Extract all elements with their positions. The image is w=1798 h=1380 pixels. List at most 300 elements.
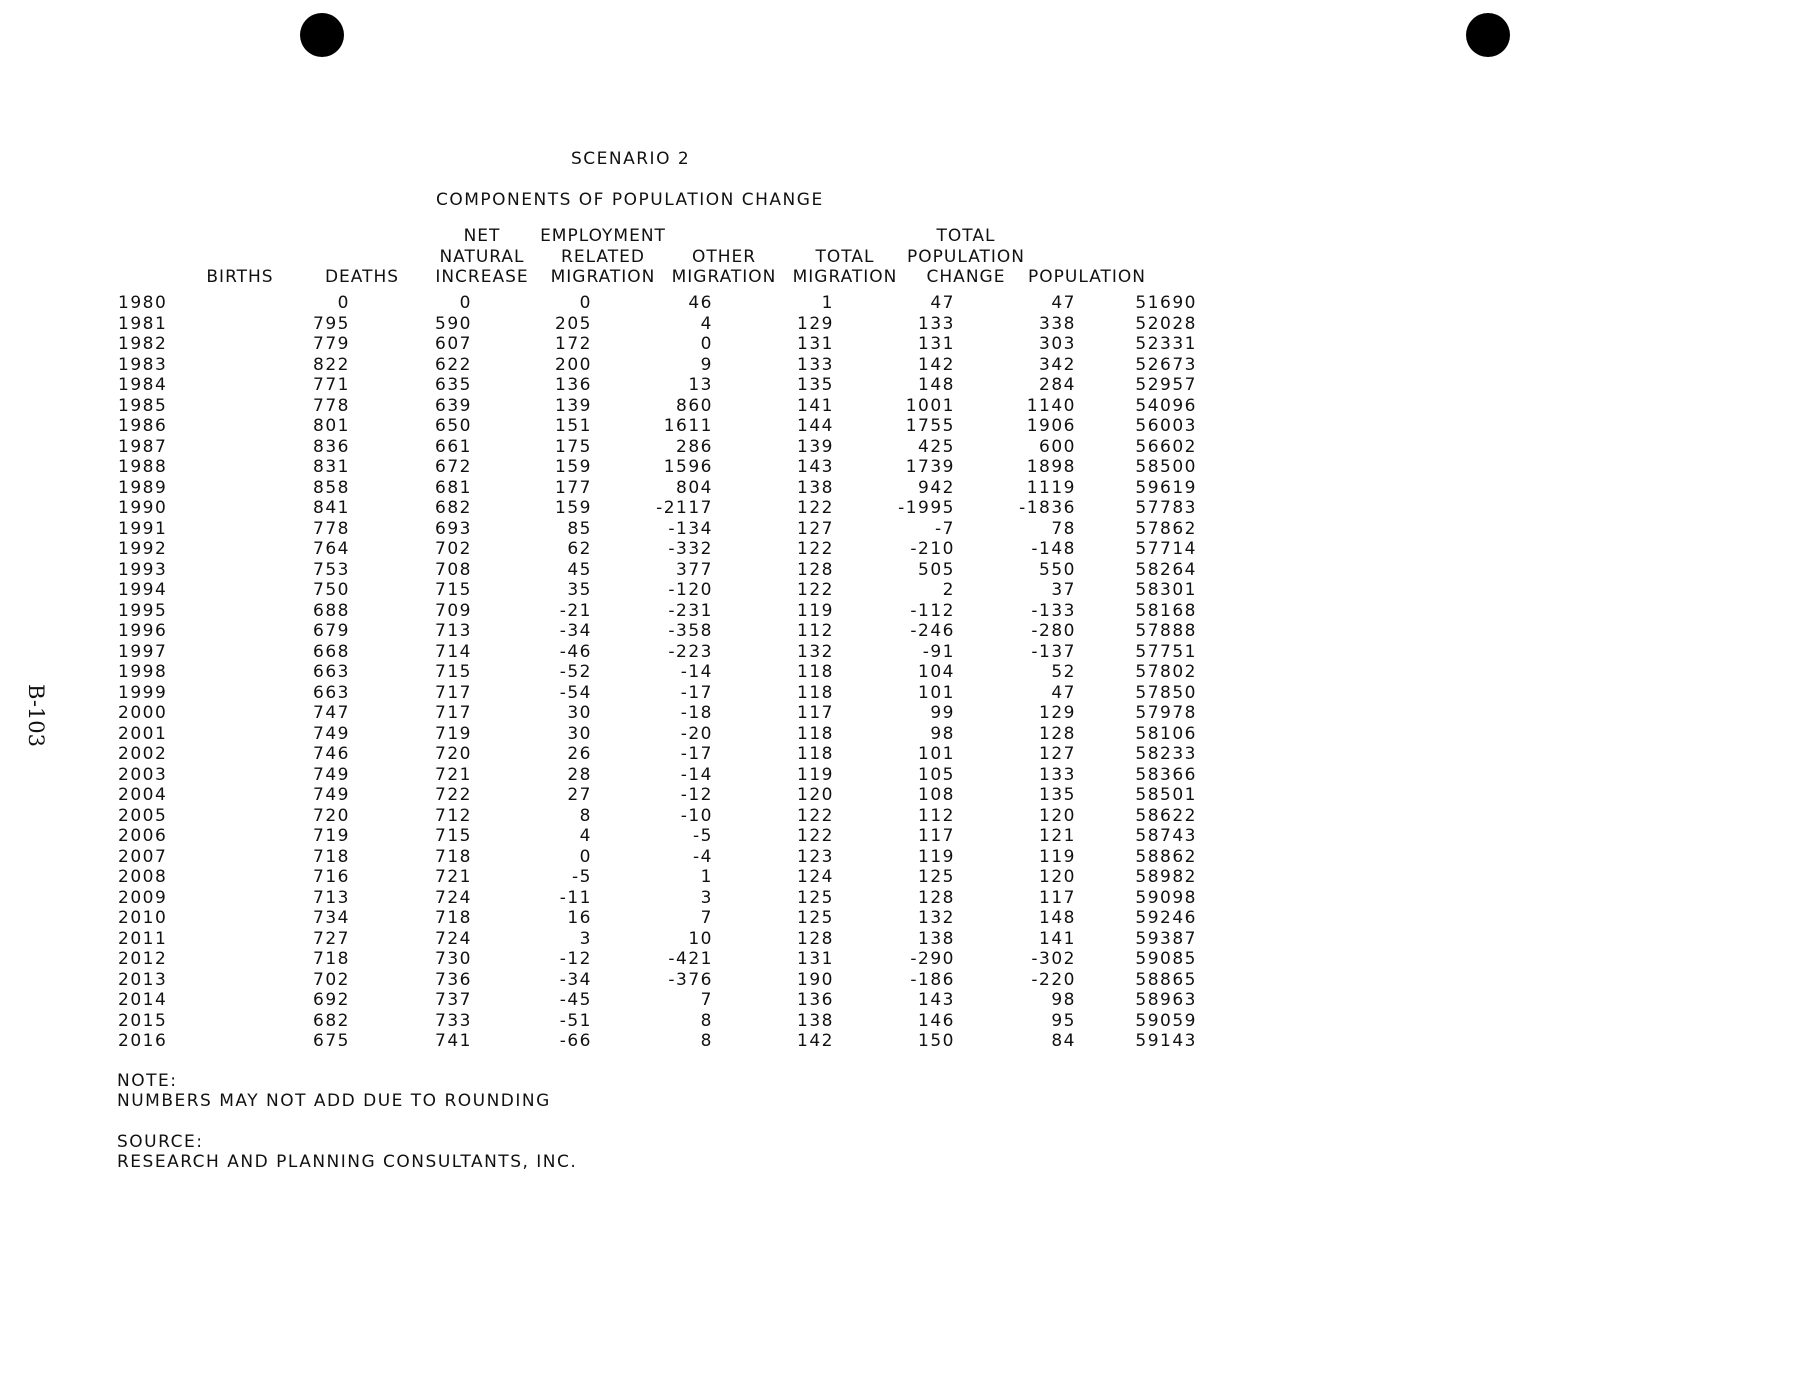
table-cell: -34 <box>559 969 592 990</box>
table-cell: 133 <box>1039 764 1076 785</box>
column-header: OTHER <box>691 246 757 267</box>
table-cell: 57783 <box>1135 498 1197 519</box>
table-cell: -421 <box>668 949 713 970</box>
table-cell: 737 <box>435 990 472 1011</box>
table-cell: 672 <box>435 457 472 478</box>
table-cell: 62 <box>567 539 592 560</box>
column-header: CHANGE <box>926 267 1006 287</box>
table-cell: 0 <box>579 293 592 314</box>
year-cell: 2009 <box>118 887 168 908</box>
table-cell: 45 <box>567 559 592 580</box>
table-cell: 128 <box>918 887 955 908</box>
table-cell: 713 <box>313 887 350 908</box>
year-cell: 1986 <box>118 416 168 437</box>
table-row <box>110 826 1197 847</box>
table-row <box>110 478 1197 499</box>
table-cell: 133 <box>918 313 955 334</box>
table-cell: 118 <box>797 662 834 683</box>
table-cell: 122 <box>797 580 834 601</box>
note-label: NOTE: <box>117 1071 178 1091</box>
table-cell: 108 <box>918 785 955 806</box>
table-cell: -133 <box>1031 600 1076 621</box>
column-header: MIGRATION <box>671 267 777 287</box>
table-cell: 119 <box>797 764 834 785</box>
year-cell: 1998 <box>118 662 168 683</box>
table-cell: 128 <box>1039 723 1076 744</box>
year-cell: 2006 <box>118 826 168 847</box>
table-cell: 4 <box>579 826 592 847</box>
table-cell: 635 <box>435 375 472 396</box>
year-cell: 1992 <box>118 539 168 560</box>
year-cell: 2010 <box>118 908 168 929</box>
table-cell: 858 <box>313 477 350 498</box>
table-cell: 58106 <box>1135 723 1197 744</box>
table-cell: 778 <box>313 518 350 539</box>
table-cell: -52 <box>559 662 592 683</box>
table-cell: -246 <box>910 621 955 642</box>
year-cell: 2007 <box>118 846 168 867</box>
table-row <box>110 662 1197 683</box>
table-cell: 8 <box>700 1031 713 1052</box>
column-header: RELATED <box>561 246 645 267</box>
table-cell: 139 <box>555 395 592 416</box>
table-row <box>110 765 1197 786</box>
table-cell: 131 <box>918 334 955 355</box>
table-cell: 718 <box>435 846 472 867</box>
table-cell: 28 <box>567 764 592 785</box>
table-cell: -137 <box>1031 641 1076 662</box>
table-cell: 1611 <box>663 416 713 437</box>
table-cell: 727 <box>313 928 350 949</box>
table-cell: 151 <box>555 416 592 437</box>
table-cell: 719 <box>435 723 472 744</box>
table-cell: 3 <box>579 928 592 949</box>
table-cell: -5 <box>572 867 592 888</box>
table-cell: 4 <box>700 313 713 334</box>
table-cell: 131 <box>797 334 834 355</box>
table-cell: 101 <box>918 682 955 703</box>
table-cell: 693 <box>435 518 472 539</box>
table-cell: 37 <box>1051 580 1076 601</box>
table-cell: 52 <box>1051 662 1076 683</box>
table-cell: 117 <box>797 703 834 724</box>
table-cell: 123 <box>797 846 834 867</box>
table-cell: 425 <box>918 436 955 457</box>
column-header: NATURAL <box>439 246 525 267</box>
table-cell: 141 <box>797 395 834 416</box>
table-cell: 600 <box>1039 436 1076 457</box>
table-cell: -17 <box>680 682 713 703</box>
table-cell: 795 <box>313 313 350 334</box>
table-cell: 663 <box>313 682 350 703</box>
table-cell: 30 <box>567 723 592 744</box>
binder-hole-left <box>300 13 344 57</box>
table-cell: 117 <box>918 826 955 847</box>
table-cell: 712 <box>435 805 472 826</box>
table-cell: 778 <box>313 395 350 416</box>
table-row <box>110 847 1197 868</box>
table-cell: 101 <box>918 744 955 765</box>
table-cell: 720 <box>435 744 472 765</box>
table-cell: 1119 <box>1026 477 1076 498</box>
table-cell: 3 <box>700 887 713 908</box>
table-cell: 1001 <box>905 395 955 416</box>
table-cell: 30 <box>567 703 592 724</box>
table-cell: 27 <box>567 785 592 806</box>
table-cell: -46 <box>559 641 592 662</box>
table-row <box>110 990 1197 1011</box>
table-cell: -120 <box>668 580 713 601</box>
table-cell: -290 <box>910 949 955 970</box>
table-cell: 10 <box>688 928 713 949</box>
column-header: TOTAL <box>815 246 875 267</box>
table-cell: 159 <box>555 457 592 478</box>
table-cell: 85 <box>567 518 592 539</box>
table-cell: 804 <box>676 477 713 498</box>
year-cell: 1983 <box>118 354 168 375</box>
table-row <box>110 457 1197 478</box>
source-text: RESEARCH AND PLANNING CONSULTANTS, INC. <box>117 1152 578 1172</box>
table-cell: 57751 <box>1135 641 1197 662</box>
table-cell: 56003 <box>1135 416 1197 437</box>
table-cell: -1995 <box>898 498 955 519</box>
table-cell: 127 <box>1039 744 1076 765</box>
table-cell: 284 <box>1039 375 1076 396</box>
table-cell: 47 <box>1051 682 1076 703</box>
table-cell: 52673 <box>1135 354 1197 375</box>
table-row <box>110 867 1197 888</box>
table-cell: 95 <box>1051 1010 1076 1031</box>
table-cell: 841 <box>313 498 350 519</box>
table-cell: 52957 <box>1135 375 1197 396</box>
table-cell: -17 <box>680 744 713 765</box>
year-cell: 1988 <box>118 457 168 478</box>
year-cell: 2013 <box>118 969 168 990</box>
table-cell: 342 <box>1039 354 1076 375</box>
table-cell: -280 <box>1031 621 1076 642</box>
table-cell: 550 <box>1039 559 1076 580</box>
year-cell: 1995 <box>118 600 168 621</box>
table-cell: 721 <box>435 764 472 785</box>
table-cell: -148 <box>1031 539 1076 560</box>
table-cell: 139 <box>797 436 834 457</box>
table-cell: 128 <box>797 928 834 949</box>
year-cell: 1991 <box>118 518 168 539</box>
year-cell: 1993 <box>118 559 168 580</box>
table-cell: 172 <box>555 334 592 355</box>
table-row <box>110 539 1197 560</box>
table-cell: 749 <box>313 764 350 785</box>
table-cell: 749 <box>313 723 350 744</box>
table-cell: 715 <box>435 826 472 847</box>
table-cell: 57862 <box>1135 518 1197 539</box>
table-cell: 1596 <box>663 457 713 478</box>
table-cell: 750 <box>313 580 350 601</box>
table-row <box>110 437 1197 458</box>
table-cell: 675 <box>313 1031 350 1052</box>
table-cell: 57714 <box>1135 539 1197 560</box>
table-cell: -2117 <box>656 498 713 519</box>
table-cell: 51690 <box>1135 293 1197 314</box>
table-cell: 46 <box>688 293 713 314</box>
table-cell: 104 <box>918 662 955 683</box>
table-cell: 720 <box>313 805 350 826</box>
table-cell: 716 <box>313 867 350 888</box>
table-cell: 121 <box>1039 826 1076 847</box>
table-cell: 136 <box>797 990 834 1011</box>
table-cell: 860 <box>676 395 713 416</box>
column-header: INCREASE <box>435 267 529 287</box>
table-cell: 58264 <box>1135 559 1197 580</box>
table-cell: 138 <box>797 1010 834 1031</box>
table-cell: 58865 <box>1135 969 1197 990</box>
table-cell: 177 <box>555 477 592 498</box>
year-cell: 2000 <box>118 703 168 724</box>
table-cell: -4 <box>693 846 713 867</box>
table-cell: 741 <box>435 1031 472 1052</box>
table-cell: 771 <box>313 375 350 396</box>
table-cell: 138 <box>918 928 955 949</box>
table-cell: 129 <box>1039 703 1076 724</box>
table-cell: 724 <box>435 928 472 949</box>
table-cell: 13 <box>688 375 713 396</box>
table-cell: 303 <box>1039 334 1076 355</box>
table-cell: 764 <box>313 539 350 560</box>
table-cell: 639 <box>435 395 472 416</box>
table-cell: 749 <box>313 785 350 806</box>
table-cell: 118 <box>797 682 834 703</box>
year-cell: 1980 <box>118 293 168 314</box>
year-cell: 2015 <box>118 1010 168 1031</box>
table-cell: -91 <box>922 641 955 662</box>
table-cell: 0 <box>579 846 592 867</box>
table-cell: 142 <box>918 354 955 375</box>
table-cell: 715 <box>435 580 472 601</box>
table-cell: 78 <box>1051 518 1076 539</box>
column-header: POPULATION <box>1028 267 1146 287</box>
table-cell: 377 <box>676 559 713 580</box>
year-cell: 1981 <box>118 313 168 334</box>
table-cell: 746 <box>313 744 350 765</box>
table-cell: -11 <box>559 887 592 908</box>
table-row <box>110 416 1197 437</box>
table-cell: 58622 <box>1135 805 1197 826</box>
table-cell: 120 <box>1039 805 1076 826</box>
table-cell: 52028 <box>1135 313 1197 334</box>
table-cell: 708 <box>435 559 472 580</box>
table-cell: 801 <box>313 416 350 437</box>
table-cell: 59098 <box>1135 887 1197 908</box>
table-cell: 58862 <box>1135 846 1197 867</box>
table-row <box>110 1031 1197 1052</box>
population-table <box>110 293 1197 1052</box>
table-cell: 714 <box>435 641 472 662</box>
year-cell: 2003 <box>118 764 168 785</box>
table-cell: -210 <box>910 539 955 560</box>
table-row <box>110 498 1197 519</box>
table-cell: 47 <box>930 293 955 314</box>
table-cell: 59085 <box>1135 949 1197 970</box>
year-cell: 1996 <box>118 621 168 642</box>
column-header: MIGRATION <box>792 267 898 287</box>
table-cell: 133 <box>797 354 834 375</box>
table-cell: -66 <box>559 1031 592 1052</box>
table-cell: 144 <box>797 416 834 437</box>
table-cell: 286 <box>676 436 713 457</box>
year-cell: 2011 <box>118 928 168 949</box>
table-row <box>110 560 1197 581</box>
table-cell: 1906 <box>1026 416 1076 437</box>
column-header: DEATHS <box>324 267 400 287</box>
table-cell: 131 <box>797 949 834 970</box>
table-cell: 836 <box>313 436 350 457</box>
table-cell: 709 <box>435 600 472 621</box>
table-cell: 119 <box>797 600 834 621</box>
table-cell: -12 <box>680 785 713 806</box>
table-cell: 58500 <box>1135 457 1197 478</box>
table-cell: 57888 <box>1135 621 1197 642</box>
table-cell: -5 <box>693 826 713 847</box>
year-cell: 2014 <box>118 990 168 1011</box>
table-cell: 650 <box>435 416 472 437</box>
table-cell: 1739 <box>905 457 955 478</box>
table-cell: 688 <box>313 600 350 621</box>
table-cell: 7 <box>700 908 713 929</box>
table-cell: 682 <box>313 1010 350 1031</box>
table-cell: 58501 <box>1135 785 1197 806</box>
table-cell: 0 <box>337 293 350 314</box>
table-cell: 117 <box>1039 887 1076 908</box>
table-cell: 58963 <box>1135 990 1197 1011</box>
table-cell: 129 <box>797 313 834 334</box>
table-row <box>110 375 1197 396</box>
table-row <box>110 929 1197 950</box>
table-row <box>110 642 1197 663</box>
table-cell: 505 <box>918 559 955 580</box>
table-row <box>110 334 1197 355</box>
table-cell: -12 <box>559 949 592 970</box>
column-header: MIGRATION <box>550 267 656 287</box>
table-cell: -186 <box>910 969 955 990</box>
table-cell: 138 <box>797 477 834 498</box>
table-cell: -51 <box>559 1010 592 1031</box>
table-row <box>110 621 1197 642</box>
table-cell: 779 <box>313 334 350 355</box>
table-cell: -21 <box>559 600 592 621</box>
year-cell: 2002 <box>118 744 168 765</box>
table-cell: 747 <box>313 703 350 724</box>
table-cell: 713 <box>435 621 472 642</box>
table-cell: 175 <box>555 436 592 457</box>
column-header: EMPLOYMENT <box>540 226 666 246</box>
year-cell: 2004 <box>118 785 168 806</box>
table-cell: 59246 <box>1135 908 1197 929</box>
table-row <box>110 519 1197 540</box>
table-cell: 753 <box>313 559 350 580</box>
table-row <box>110 724 1197 745</box>
table-cell: -134 <box>668 518 713 539</box>
table-row <box>110 806 1197 827</box>
table-cell: 84 <box>1051 1031 1076 1052</box>
table-row <box>110 785 1197 806</box>
table-cell: 122 <box>797 805 834 826</box>
table-cell: 57850 <box>1135 682 1197 703</box>
table-row <box>110 949 1197 970</box>
table-cell: -14 <box>680 764 713 785</box>
table-cell: -45 <box>559 990 592 1011</box>
table-cell: 58168 <box>1135 600 1197 621</box>
table-cell: 721 <box>435 867 472 888</box>
note-text: NUMBERS MAY NOT ADD DUE TO ROUNDING <box>117 1091 551 1111</box>
table-cell: 8 <box>579 805 592 826</box>
table-cell: 0 <box>700 334 713 355</box>
table-row <box>110 601 1197 622</box>
table-cell: 135 <box>1039 785 1076 806</box>
table-cell: 200 <box>555 354 592 375</box>
table-cell: 607 <box>435 334 472 355</box>
table-cell: -358 <box>668 621 713 642</box>
table-cell: -10 <box>680 805 713 826</box>
table-cell: 125 <box>918 867 955 888</box>
page-title: SCENARIO 2 <box>571 149 691 169</box>
table-cell: 663 <box>313 662 350 683</box>
table-cell: 132 <box>797 641 834 662</box>
table-row <box>110 970 1197 991</box>
table-cell: 692 <box>313 990 350 1011</box>
table-cell: 58982 <box>1135 867 1197 888</box>
table-cell: 724 <box>435 887 472 908</box>
table-cell: 143 <box>918 990 955 1011</box>
table-cell: 146 <box>918 1010 955 1031</box>
table-cell: 98 <box>930 723 955 744</box>
table-cell: 128 <box>797 559 834 580</box>
table-cell: 57978 <box>1135 703 1197 724</box>
table-cell: 9 <box>700 354 713 375</box>
table-cell: -112 <box>910 600 955 621</box>
table-cell: 132 <box>918 908 955 929</box>
year-cell: 2012 <box>118 949 168 970</box>
table-cell: 338 <box>1039 313 1076 334</box>
table-row <box>110 1011 1197 1032</box>
table-cell: 8 <box>700 1010 713 1031</box>
table-cell: 143 <box>797 457 834 478</box>
table-cell: 722 <box>435 785 472 806</box>
table-cell: 112 <box>918 805 955 826</box>
year-cell: 1990 <box>118 498 168 519</box>
year-cell: 2001 <box>118 723 168 744</box>
table-cell: 7 <box>700 990 713 1011</box>
table-cell: 57802 <box>1135 662 1197 683</box>
table-cell: -332 <box>668 539 713 560</box>
table-cell: 122 <box>797 539 834 560</box>
column-header: NET <box>463 226 501 246</box>
year-cell: 1994 <box>118 580 168 601</box>
table-cell: 733 <box>435 1010 472 1031</box>
table-row <box>110 908 1197 929</box>
table-cell: 822 <box>313 354 350 375</box>
year-cell: 2016 <box>118 1031 168 1052</box>
column-header: POPULATION <box>907 246 1025 267</box>
table-cell: -14 <box>680 662 713 683</box>
year-cell: 1982 <box>118 334 168 355</box>
year-cell: 1997 <box>118 641 168 662</box>
table-cell: 120 <box>797 785 834 806</box>
table-cell: 119 <box>918 846 955 867</box>
table-cell: -54 <box>559 682 592 703</box>
table-cell: -231 <box>668 600 713 621</box>
table-cell: 59143 <box>1135 1031 1197 1052</box>
table-cell: 1 <box>821 293 834 314</box>
